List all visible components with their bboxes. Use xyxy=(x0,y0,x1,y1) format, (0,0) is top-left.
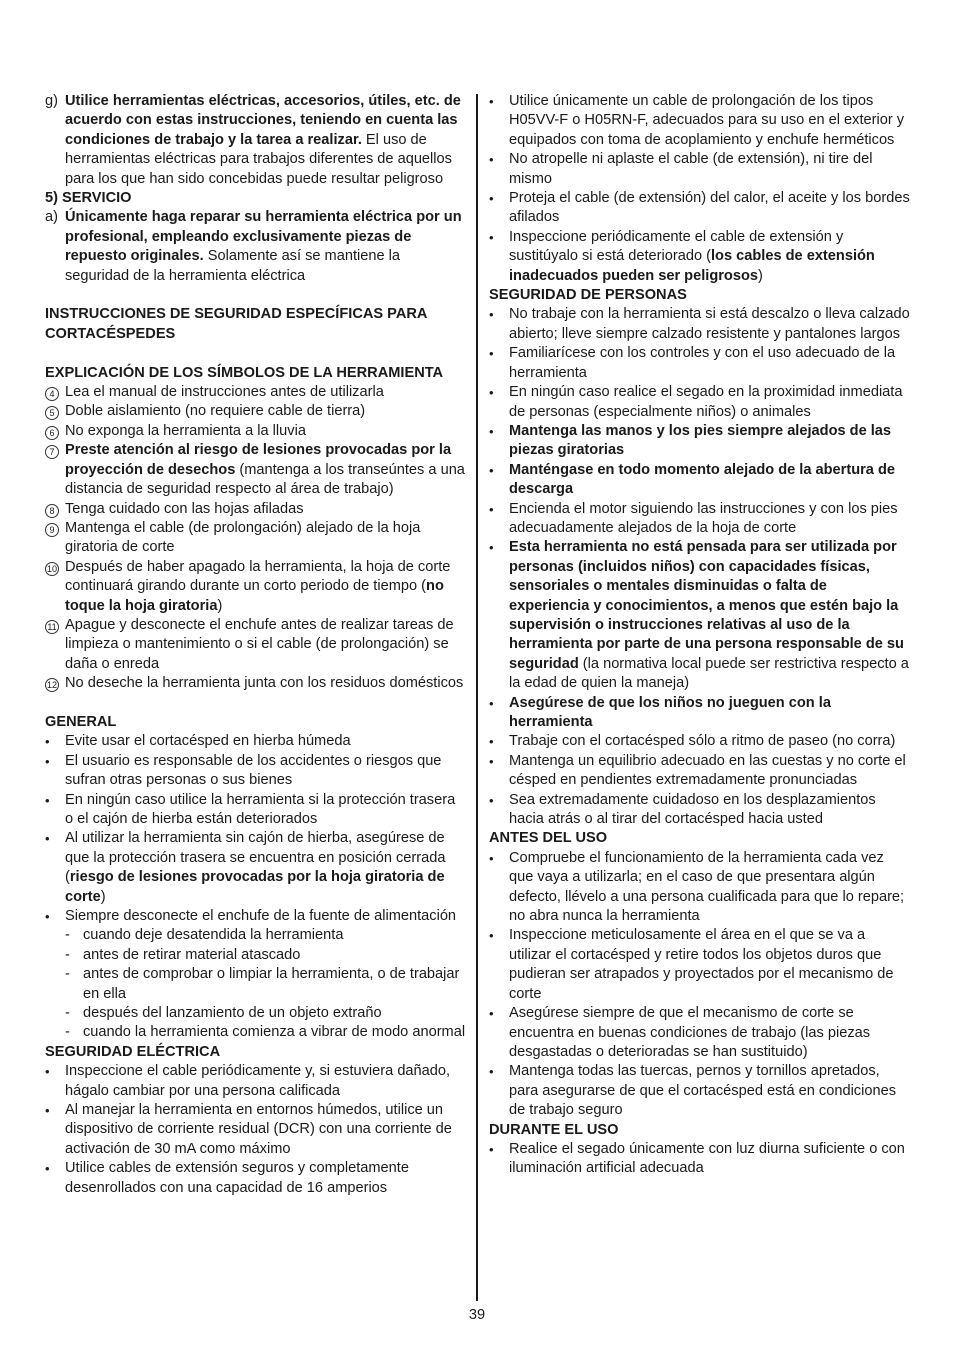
bullet-icon: • xyxy=(45,753,50,769)
personas-list xyxy=(489,305,911,829)
item-text: Sea extremadamente cuidadoso en los desplazamientos hacia atrás o al tirar del cortacésped hacia usted xyxy=(509,791,876,828)
personas-item xyxy=(489,752,911,791)
item-g-label: g) xyxy=(45,93,58,109)
antes-heading: ANTES DEL USO xyxy=(489,830,608,847)
dash-icon: - xyxy=(65,966,70,983)
personas-item xyxy=(489,383,911,422)
general-heading: GENERAL xyxy=(45,713,117,730)
symbol-number-icon: 11 xyxy=(45,620,59,634)
personas-item xyxy=(489,344,911,383)
item-text: Mantenga todas las tuercas, pernos y tornillos apretados, para asegurarse de que el cortacésped está en condiciones de trabajo seguro xyxy=(509,1063,896,1119)
symbol-tail: ) xyxy=(217,597,223,614)
item-a-bold: Únicamente haga reparar su herramienta eléctrica por un profesional, empleando exclusivamente piezas de repuesto originales. xyxy=(65,209,462,265)
sub-text: cuando deje desatendida la herramienta xyxy=(83,927,344,944)
item-text: Inspeccione el cable periódicamente y, si estuviera dañado, hágalo cambiar por una persona calificada xyxy=(65,1063,451,1099)
bullet-icon: • xyxy=(489,501,494,517)
symbol-item xyxy=(45,616,467,674)
general-sub-item xyxy=(45,965,467,1004)
antes-item xyxy=(489,849,911,927)
item-bold: riesgo de lesiones provocadas por la hoja giratoria de corte xyxy=(65,869,445,905)
item-bold: Esta herramienta no está pensada para ser utilizada por personas (incluidos niños) con capacidades físicas, sensoriales o mentales disminuidas o falta de experiencia y conocimientos, a menos que estén bajo la supervisión o instrucciones relativas al uso de la herramienta por parte de una persona responsable de su seguridad xyxy=(509,539,904,672)
symbol-number-icon: 5 xyxy=(45,406,59,420)
general-sub-item xyxy=(45,1004,467,1023)
item-text: Al utilizar la herramienta sin cajón de hierba, asegúrese de que la protección trasera se encuentra en posición cerrada ( xyxy=(65,830,446,886)
item-text: Al manejar la herramienta en entornos húmedos, utilice un dispositivo de corriente residual (DCR) con una corriente de activación de 30 mA como máximo xyxy=(65,1102,452,1157)
item-text: Mantenga un equilibrio adecuado en las cuestas y no corte el césped en pendientes extremadamente pronunciadas xyxy=(509,752,906,789)
dash-icon: - xyxy=(65,946,70,963)
symbol-number-icon: 8 xyxy=(45,504,59,518)
general-item xyxy=(45,829,467,907)
symbol-text: (mantenga a los transeúntes a una distancia de seguridad respecto al área de trabajo) xyxy=(65,461,465,498)
elec-item xyxy=(45,1159,467,1198)
symbol-item xyxy=(45,422,467,441)
general-item xyxy=(45,732,467,751)
item-bold: los cables de extensión inadecuados pueden ser peligrosos xyxy=(509,248,875,284)
elec-item xyxy=(489,92,911,150)
general-item xyxy=(45,791,467,830)
item-text: Utilice únicamente un cable de prolongación de los tipos H05VV-F o H05RN-F, adecuados para su uso en el exterior y equipados con toma de acoplamiento y enchufe herméticos xyxy=(509,93,905,148)
personas-item xyxy=(489,694,911,733)
item-tail: ) xyxy=(100,888,106,905)
item-bold: Asegúrese de que los niños no jueguen con la herramienta xyxy=(509,694,831,730)
general-sub-item xyxy=(45,946,467,965)
general-item xyxy=(45,752,467,791)
item-text: Inspeccione periódicamente el cable de extensión y sustitúyalo si está deteriorado ( xyxy=(509,228,844,265)
bullet-icon: • xyxy=(45,831,50,847)
item-bold: Manténgase en todo momento alejado de la abertura de descarga xyxy=(509,461,896,498)
bullet-icon: • xyxy=(489,191,494,207)
general-sublist xyxy=(45,926,467,1042)
item-text: Inspeccione meticulosamente el área en el que se va a utilizar el cortacésped y retire todos los objetos duros que pudieran ser atrapados y proyectados por el mecanismo de corte xyxy=(509,927,894,1002)
sub-text: antes de comprobar o limpiar la herramienta, o de trabajar en ella xyxy=(83,966,460,1002)
right-column xyxy=(489,92,911,1179)
instr-heading: INSTRUCCIONES DE SEGURIDAD ESPECÍFICAS PARA CORTACÉSPEDES xyxy=(45,306,427,342)
sub-text: cuando la herramienta comienza a vibrar de modo anormal xyxy=(83,1024,466,1041)
dash-icon: - xyxy=(65,927,70,944)
bullet-icon: • xyxy=(45,909,50,925)
symbols-heading: EXPLICACIÓN DE LOS SÍMBOLOS DE LA HERRAMIENTA xyxy=(45,364,444,381)
item-text: Trabaje con el cortacésped sólo a ritmo de paseo (no corra) xyxy=(509,733,896,750)
item-text: Compruebe el funcionamiento de la herramienta cada vez que vaya a utilizarla; en el caso de que presentara algún defecto, llévelo a una persona cualificada para que lo repare; no abra nunca la herramienta xyxy=(509,849,905,925)
symbol-number-icon: 4 xyxy=(45,387,59,401)
bullet-icon: • xyxy=(45,1161,50,1177)
bullet-icon: • xyxy=(489,753,494,769)
item-text: No trabaje con la herramienta si está descalzo o lleva calzado abierto; lleve siempre calzado resistente y pantalones largos xyxy=(509,306,910,342)
item-text: En ningún caso utilice la herramienta si la protección trasera o el cajón de hierba están deteriorados xyxy=(65,791,456,827)
column-divider xyxy=(476,94,478,1301)
durante-heading: DURANTE EL USO xyxy=(489,1121,619,1138)
bullet-icon: • xyxy=(489,734,494,750)
item-g-bold: Utilice herramientas eléctricas, accesorios, útiles, etc. de acuerdo con estas instrucciones, teniendo en cuenta las condiciones de trabajo y la tarea a realizar. xyxy=(65,93,461,148)
item-text: Utilice cables de extensión seguros y completamente desenrollados con una capacidad de 16 amperios xyxy=(65,1160,409,1196)
symbol-item xyxy=(45,402,467,421)
bullet-icon: • xyxy=(489,928,494,944)
symbol-bold: no toque la hoja giratoria xyxy=(65,578,444,614)
item-text: Asegúrese siempre de que el mecanismo de corte se encuentra en buenas condiciones de trabajo (las piezas desgastadas o deterioradas se han sustituido) xyxy=(509,1005,871,1060)
item-a-label: a) xyxy=(45,209,58,226)
item-a xyxy=(45,208,467,286)
symbol-number-icon: 9 xyxy=(45,523,59,537)
item-text: Encienda el motor siguiendo las instrucciones y con los pies adecuadamente alejados de la hoja de corte xyxy=(509,500,898,536)
page-number: 39 xyxy=(468,1307,486,1323)
antes-list xyxy=(489,849,911,1121)
general-list xyxy=(45,732,467,926)
elec-item xyxy=(45,1101,467,1159)
dash-icon: - xyxy=(65,1024,70,1041)
personas-item xyxy=(489,791,911,830)
symbols-list xyxy=(45,383,467,694)
bullet-icon: • xyxy=(489,695,494,711)
symbol-text: Mantenga el cable (de prolongación) alejado de la hoja giratoria de corte xyxy=(65,519,421,556)
bullet-icon: • xyxy=(489,850,494,866)
personas-item xyxy=(489,538,911,693)
item-text: Evite usar el cortacésped en hierba húmeda xyxy=(65,733,351,750)
symbol-text: Doble aislamiento (no requiere cable de tierra) xyxy=(65,403,366,420)
elec-cont-list xyxy=(489,92,911,286)
personas-item xyxy=(489,500,911,539)
symbol-item xyxy=(45,441,467,499)
bullet-icon: • xyxy=(489,307,494,323)
durante-item xyxy=(489,1140,911,1179)
bullet-icon: • xyxy=(489,1141,494,1157)
bullet-icon: • xyxy=(489,423,494,439)
item-g xyxy=(45,92,467,189)
bullet-icon: • xyxy=(489,540,494,556)
item-text: Realice el segado únicamente con luz diurna suficiente o con iluminación artificial adecuada xyxy=(509,1140,905,1177)
item-bold: Mantenga las manos y los pies siempre alejados de las piezas giratorias xyxy=(509,422,892,459)
general-sub-item xyxy=(45,1023,467,1042)
symbol-number-icon: 10 xyxy=(46,563,57,574)
bullet-icon: • xyxy=(489,1064,494,1080)
item-text: Siempre desconecte el enchufe de la fuente de alimentación xyxy=(65,908,457,925)
general-sub-item xyxy=(45,926,467,945)
symbol-bold: Preste atención al riesgo de lesiones provocadas por la proyección de desechos xyxy=(65,442,452,478)
antes-item xyxy=(489,1004,911,1062)
symbol-text: Apague y desconecte el enchufe antes de realizar tareas de limpieza o mantenimiento o si el cable (de prolongación) se daña o enreda xyxy=(65,616,454,672)
personas-item xyxy=(489,732,911,751)
bullet-icon: • xyxy=(489,152,494,168)
antes-item xyxy=(489,926,911,1004)
elec-item xyxy=(489,228,911,286)
symbol-text: Después de haber apagado la herramienta, la hoja de corte continuará girando durante un corto periodo de tiempo ( xyxy=(65,558,451,595)
symbol-item xyxy=(45,558,467,616)
personas-item xyxy=(489,305,911,344)
elec-item xyxy=(489,150,911,189)
symbol-text: Tenga cuidado con las hojas afiladas xyxy=(65,500,304,517)
bullet-icon: • xyxy=(489,385,494,401)
item-g-text: El uso de herramientas eléctricas para trabajos diferentes de aquellos para los que han sido concebidas puede resultar peligroso xyxy=(65,131,452,187)
elec-item xyxy=(489,189,911,228)
item-text: Familiarícese con los controles y con el uso adecuado de la herramienta xyxy=(509,345,896,381)
bullet-icon: • xyxy=(45,792,50,808)
symbol-number-icon: 6 xyxy=(45,426,59,440)
item-text: Proteja el cable (de extensión) del calor, el aceite y los bordes afilados xyxy=(509,190,910,226)
left-column xyxy=(45,92,467,1198)
dash-icon: - xyxy=(65,1005,70,1022)
symbol-text: No deseche la herramienta junta con los residuos domésticos xyxy=(65,675,464,692)
symbol-item xyxy=(45,500,467,519)
bullet-icon: • xyxy=(489,229,494,245)
bullet-icon: • xyxy=(489,462,494,478)
symbol-text: No exponga la herramienta a la lluvia xyxy=(65,422,306,439)
bullet-icon: • xyxy=(489,94,494,109)
personas-item xyxy=(489,461,911,500)
item-text: El usuario es responsable de los accidentes o riesgos que sufran otras personas o sus bienes xyxy=(65,752,442,789)
servicio-heading: 5) SERVICIO xyxy=(45,190,132,207)
durante-list xyxy=(489,1140,911,1179)
item-tail: (la normativa local puede ser restrictiva respecto a la edad de quien la maneja) xyxy=(509,655,909,692)
bullet-icon: • xyxy=(45,1064,50,1080)
item-text: No atropelle ni aplaste el cable (de extensión), ni tire del mismo xyxy=(509,151,873,187)
symbol-number-icon: 7 xyxy=(45,445,59,459)
symbol-item xyxy=(45,674,467,693)
personas-heading: SEGURIDAD DE PERSONAS xyxy=(489,287,687,304)
item-text: En ningún caso realice el segado en la proximidad inmediata de personas (especialmente niños) o animales xyxy=(509,384,903,420)
sub-text: después del lanzamiento de un objeto extraño xyxy=(83,1005,382,1022)
bullet-icon: • xyxy=(489,1006,494,1022)
symbol-text: Lea el manual de instrucciones antes de utilizarla xyxy=(65,384,384,401)
symbol-item xyxy=(45,383,467,402)
personas-item xyxy=(489,422,911,461)
symbol-item xyxy=(45,519,467,558)
sub-text: antes de retirar material atascado xyxy=(83,946,301,963)
general-item xyxy=(45,907,467,926)
bullet-icon: • xyxy=(489,792,494,808)
bullet-icon: • xyxy=(45,1103,50,1119)
item-a-text: Solamente así se mantiene la seguridad de la herramienta eléctrica xyxy=(65,248,401,284)
elec-list xyxy=(45,1062,467,1198)
bullet-icon: • xyxy=(489,346,494,362)
antes-item xyxy=(489,1062,911,1120)
item-tail: ) xyxy=(757,267,763,284)
symbol-number-icon: 12 xyxy=(46,680,57,691)
bullet-icon: • xyxy=(45,734,50,750)
elec-heading: SEGURIDAD ELÉCTRICA xyxy=(45,1043,221,1060)
elec-item xyxy=(45,1062,467,1101)
